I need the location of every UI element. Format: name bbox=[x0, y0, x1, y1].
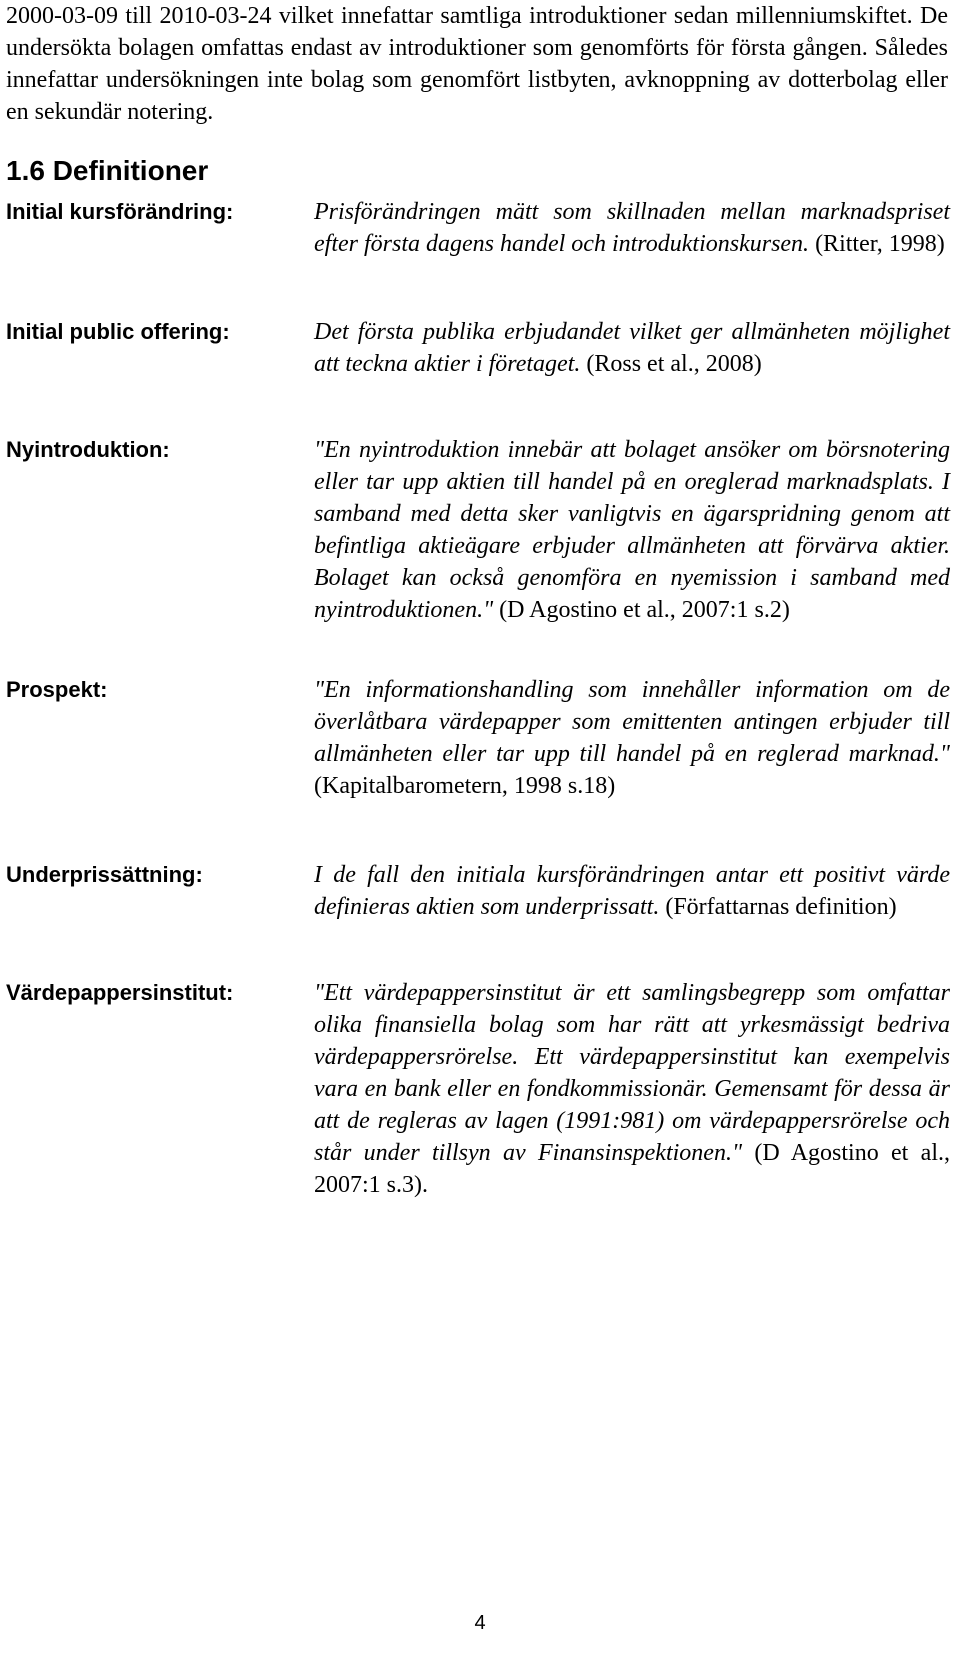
definition-prospekt bbox=[6, 674, 950, 859]
definition-quote: "En informationshandling som innehåller information om de överlåtbara värdepapper som emittenten antingen erbjuder till allmänheten eller tar upp till handel på en reglerad marknad." bbox=[314, 677, 950, 767]
section-heading: 1.6 Definitioner bbox=[6, 155, 209, 186]
definition-list bbox=[6, 196, 950, 1201]
definition-body bbox=[314, 977, 950, 1201]
definition-body bbox=[314, 859, 950, 923]
definition-quote: Prisförändringen mätt som skillnaden mellan marknadspriset efter första dagens handel och introduktionskursen. bbox=[314, 199, 950, 257]
definition-underprissattning bbox=[6, 859, 950, 977]
definition-initial-public-offering bbox=[6, 316, 950, 434]
intro-paragraph bbox=[6, 0, 948, 128]
definition-initial-kursforandring bbox=[6, 196, 950, 316]
definition-citation: (Kapitalbarometern, 1998 s.18) bbox=[314, 773, 616, 799]
definition-quote: I de fall den initiala kursförändringen antar ett positivt värde definieras aktien som underprissatt. bbox=[314, 862, 950, 920]
definition-body bbox=[314, 196, 950, 260]
definition-body bbox=[314, 674, 950, 802]
definition-term: Prospekt: bbox=[6, 677, 108, 702]
definition-citation: (D Agostino et al., 2007:1 s.2) bbox=[493, 597, 790, 623]
definition-term: Underprissättning: bbox=[6, 862, 203, 887]
intro-text: 2000-03-09 till 2010-03-24 vilket innefattar samtliga introduktioner sedan millenniumskiftet. De undersökta bolagen omfattas endast av introduktioner som genomförts för första gången. Således innefattar undersökningen inte bolag som genomfört listbyten, avknoppning av dotterbolag eller en sekundär notering. bbox=[6, 3, 948, 125]
definition-term: Nyintroduktion: bbox=[6, 437, 170, 462]
definition-term: Initial kursförändring: bbox=[6, 199, 234, 224]
definition-body bbox=[314, 434, 950, 626]
definition-quote: "En nyintroduktion innebär att bolaget ansöker om börsnotering eller tar upp aktien till handel på en oreglerad marknadsplats. I samband med detta sker vanligtvis en ägarspridning genom att befintliga aktieägare erbjuder allmänheten att förvärva aktier. Bolaget kan också genomföra en nyemission i samband med nyintroduktionen." bbox=[314, 437, 950, 623]
definition-quote: "Ett värdepappersinstitut är ett samlingsbegrepp som omfattar olika finansiella bolag som har rätt att yrkesmässigt bedriva värdepappersrörelse. Ett värdepappersinstitut kan exempelvis vara en bank eller en fondkommissionär. Gemensamt för dessa är att de regleras av lagen (1991:981) om värdepappersrörelse och står under tillsyn av Finansinspektionen." bbox=[314, 980, 950, 1166]
definition-citation: (Författarnas definition) bbox=[659, 894, 897, 920]
definition-nyintroduktion bbox=[6, 434, 950, 674]
definition-term: Initial public offering: bbox=[6, 319, 230, 344]
definition-citation: (Ross et al., 2008) bbox=[580, 351, 762, 377]
definition-term: Värdepappersinstitut: bbox=[6, 980, 234, 1005]
definition-vardepappersinstitut bbox=[6, 977, 950, 1201]
definition-quote: Det första publika erbjudandet vilket ger allmänheten möjlighet att teckna aktier i företaget. bbox=[314, 319, 950, 377]
definition-body bbox=[314, 316, 950, 380]
page-number: 4 bbox=[474, 1612, 486, 1634]
definition-citation: (D Agostino et al., 2007:1 s.3). bbox=[314, 1140, 950, 1198]
definition-citation: (Ritter, 1998) bbox=[809, 231, 945, 257]
